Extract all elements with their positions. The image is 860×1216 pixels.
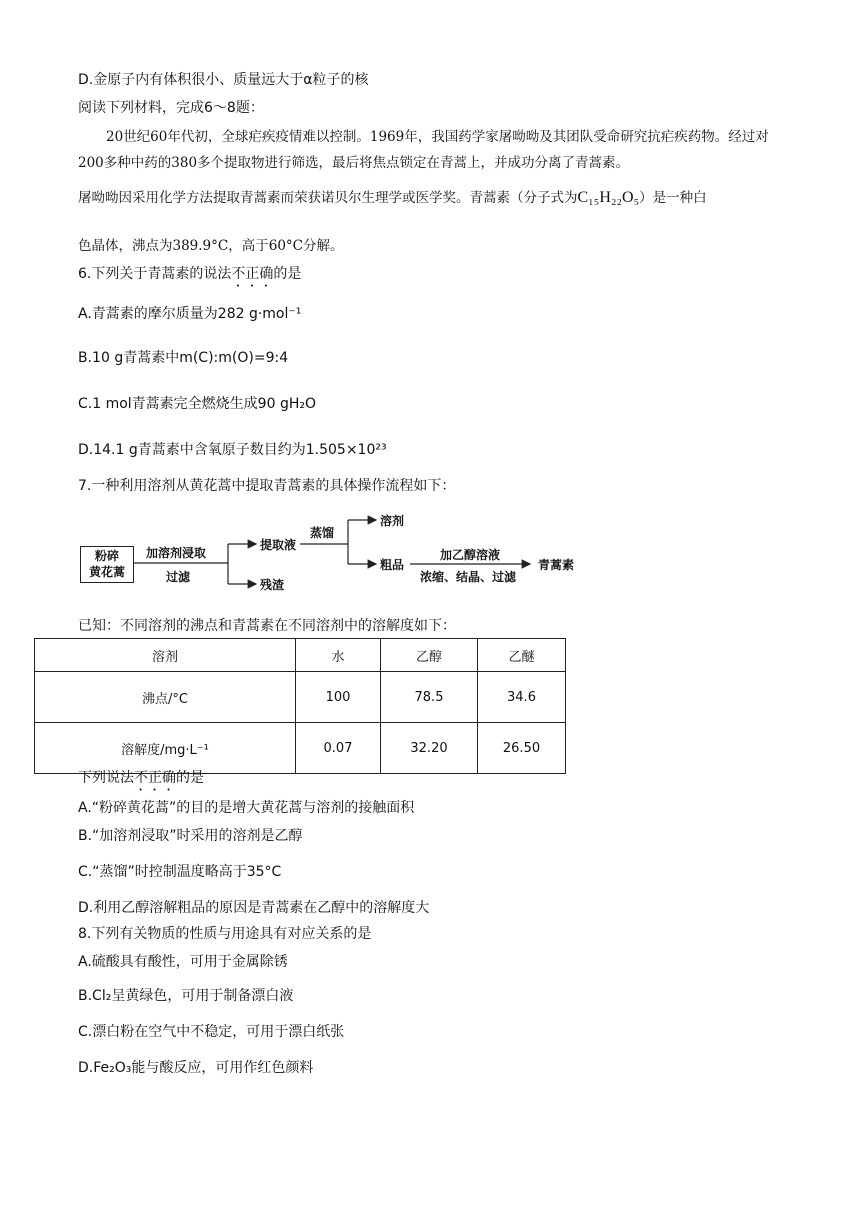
q7-stem2-a: 下列说法 (78, 770, 134, 786)
table-cell: 溶解度/mg·L⁻¹ (35, 723, 296, 774)
flow-start-line1: 粉碎 (94, 549, 119, 563)
flow-crude: 粗品 (380, 558, 405, 572)
table-header-cell: 乙醇 (381, 639, 478, 672)
q8-option-d: D.Fe₂O₃能与酸反应，可用作红色颜料 (78, 1060, 314, 1076)
table-cell: 32.20 (381, 723, 478, 774)
flow-step3-bottom: 浓缩、结晶、过滤 (420, 570, 517, 584)
q8-option-b: B.Cl₂呈黄绿色，可用于制备漂白液 (78, 988, 294, 1004)
table-cell: 0.07 (296, 723, 381, 774)
table-header-cell: 乙醚 (478, 639, 566, 672)
q6-stem-b: 的是 (273, 266, 302, 282)
solvent-table (34, 638, 566, 774)
flow-step2: 蒸馏 (310, 526, 335, 540)
passage-p2 (78, 188, 707, 208)
q6-stem-a: 6.下列关于青蒿素的说法 (78, 266, 232, 282)
q7-stem2-emph: 不正确 (134, 770, 176, 786)
passage-p3: 色晶体，沸点为389.9°C，高于60°C分解。 (78, 238, 344, 254)
flow-step1-bottom: 过滤 (166, 570, 191, 584)
passage-p2-b: ）是一种白 (639, 190, 707, 206)
flow-extract: 提取液 (260, 538, 297, 552)
q8-option-a: A.硫酸具有酸性，可用于金属除锈 (78, 954, 288, 970)
table-row (35, 723, 566, 774)
q7-known: 已知：不同溶剂的沸点和青蒿素在不同溶剂中的溶解度如下： (78, 618, 456, 634)
table-cell: 沸点/°C (35, 672, 296, 723)
table-cell: 100 (296, 672, 381, 723)
passage-p2-a: 屠呦呦因采用化学方法提取青蒿素而荣获诺贝尔生理学或医学奖。青蒿素（分子式为 (78, 190, 578, 206)
table-cell: 26.50 (478, 723, 566, 774)
flow-product: 青蒿素 (538, 558, 575, 572)
table-cell: 78.5 (381, 672, 478, 723)
formula: C₁₅H₂₂O₅ (577, 189, 640, 206)
q7-option-a: A.“粉碎黄花蒿”的目的是增大黄花蒿与溶剂的接触面积 (78, 800, 415, 816)
q7-stem2 (78, 768, 204, 794)
q6-option-d: D.14.1 g青蒿素中含氧原子数目约为1.505×10²³ (78, 442, 387, 458)
q6-option-a: A.青蒿素的摩尔质量为282 g·mol⁻¹ (78, 306, 302, 322)
material-intro: 阅读下列材料，完成6～8题： (78, 100, 264, 116)
flow-residue: 残渣 (260, 578, 285, 592)
flow-step3-top: 加乙醇溶液 (440, 548, 501, 562)
q6-stem (78, 264, 301, 290)
q8-option-c: C.漂白粉在空气中不稳定，可用于漂白纸张 (78, 1024, 345, 1040)
q6-option-c: C.1 mol青蒿素完全燃烧生成90 gH₂O (78, 396, 316, 412)
q7-option-c: C.“蒸馏”时控制温度略高于35°C (78, 864, 282, 880)
q7-option-d: D.利用乙醇溶解粗品的原因是青蒿素在乙醇中的溶解度大 (78, 900, 430, 916)
flow-diagram (78, 508, 598, 604)
flow-step1-top: 加溶剂浸取 (146, 546, 207, 560)
flow-solvent: 溶剂 (380, 514, 405, 528)
q6-option-b: B.10 g青蒿素中m(C):m(O)=9:4 (78, 350, 289, 366)
q7-option-b: B.“加溶剂浸取”时采用的溶剂是乙醇 (78, 828, 303, 844)
table-header-cell: 溶剂 (35, 639, 296, 672)
table-row (35, 672, 566, 723)
passage-p1: 20世纪60年代初，全球疟疾疫情难以控制。1969年，我国药学家屠呦呦及其团队受命研究抗疟疾药物。经过对200多种中药的380多个提取物进行筛选，最后将焦点锁定在青蒿上，并成功分离了青蒿素。 (78, 129, 769, 171)
table-header-cell: 水 (296, 639, 381, 672)
q6-stem-emph: 不正确 (231, 266, 274, 282)
flow-start-line2: 黄花蒿 (88, 565, 125, 579)
q7-stem2-b: 的是 (176, 770, 204, 786)
table-cell: 34.6 (478, 672, 566, 723)
table-header-row (35, 639, 566, 672)
q8-stem: 8.下列有关物质的性质与用途具有对应关系的是 (78, 926, 372, 942)
q5-option-d: D.金原子内有体积很小、质量远大于α粒子的核 (78, 72, 369, 88)
q7-stem: 7.一种利用溶剂从黄花蒿中提取青蒿素的具体操作流程如下： (78, 478, 456, 494)
